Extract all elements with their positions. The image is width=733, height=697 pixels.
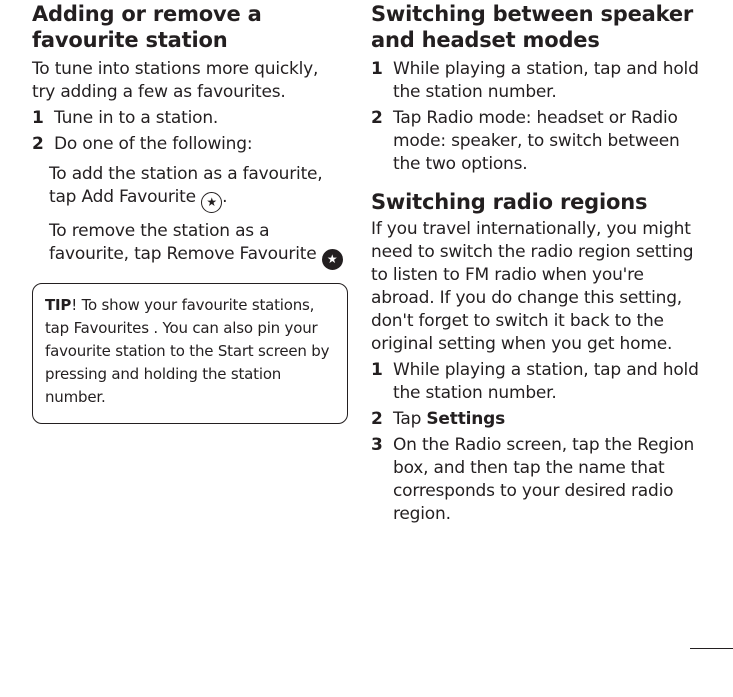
tip-text: ! To show your favourite stations, tap Favourites . You can also pin your favourite station to the Start screen by pressing and holding the station number. xyxy=(45,296,330,406)
regions-paragraph: If you travel internationally, you might need to switch the radio region setting to listen to FM radio when you're abroad. If you do change this setting, don't forget to switch it back to the original setting when you get home. xyxy=(371,219,694,354)
heading-speaker-headset: Switching between speaker and headset modes xyxy=(371,2,694,52)
heading-add-remove-favourite: Adding or remove a favourite station xyxy=(32,2,262,52)
step-text: While playing a station, tap and hold the station number. xyxy=(393,360,699,403)
step-text: While playing a station, tap and hold the station number. xyxy=(393,59,699,102)
step-text: Tap Radio mode: headset or Radio mode: speaker, to switch between the two options. xyxy=(393,108,680,174)
step-1 xyxy=(32,107,352,130)
intro-paragraph: To tune into stations more quickly, try adding a few as favourites. xyxy=(32,59,319,102)
remove-favourite-text: To remove the station as a favourite, tap Remove Favourite xyxy=(49,221,317,264)
step-2 xyxy=(32,133,352,156)
tip-label: TIP xyxy=(45,296,72,314)
step-text: Tune in to a station. xyxy=(54,108,219,128)
settings-label: Settings xyxy=(426,409,506,429)
page-rule xyxy=(690,648,733,649)
add-favourite-end: . xyxy=(222,187,228,207)
step-2 xyxy=(371,408,711,431)
step-number: 1 xyxy=(371,360,383,380)
step-text: Tap xyxy=(393,409,427,429)
step-3 xyxy=(371,434,713,526)
right-column xyxy=(371,0,711,526)
step-number: 1 xyxy=(32,108,44,128)
step-number: 2 xyxy=(32,134,44,154)
step-1 xyxy=(371,359,713,405)
step-1 xyxy=(371,58,713,104)
remove-favourite-icon: ★ xyxy=(322,249,343,270)
remove-favourite-instruction xyxy=(32,220,349,270)
step-number: 2 xyxy=(371,108,383,128)
step-text: On the Radio screen, tap the Region box, and then tap the name that corresponds to your desired radio region. xyxy=(393,435,695,524)
left-column xyxy=(32,0,352,270)
tip-box xyxy=(32,283,348,424)
add-favourite-instruction xyxy=(32,163,349,213)
add-favourite-icon: ★ xyxy=(201,192,222,213)
step-text: Do one of the following: xyxy=(54,134,253,154)
add-favourite-text: To add the station as a favourite, tap Add Favourite xyxy=(49,164,323,207)
step-number: 2 xyxy=(371,409,383,429)
heading-radio-regions: Switching radio regions xyxy=(371,190,648,214)
step-number: 3 xyxy=(371,435,383,455)
step-2 xyxy=(371,107,703,176)
step-number: 1 xyxy=(371,59,383,79)
